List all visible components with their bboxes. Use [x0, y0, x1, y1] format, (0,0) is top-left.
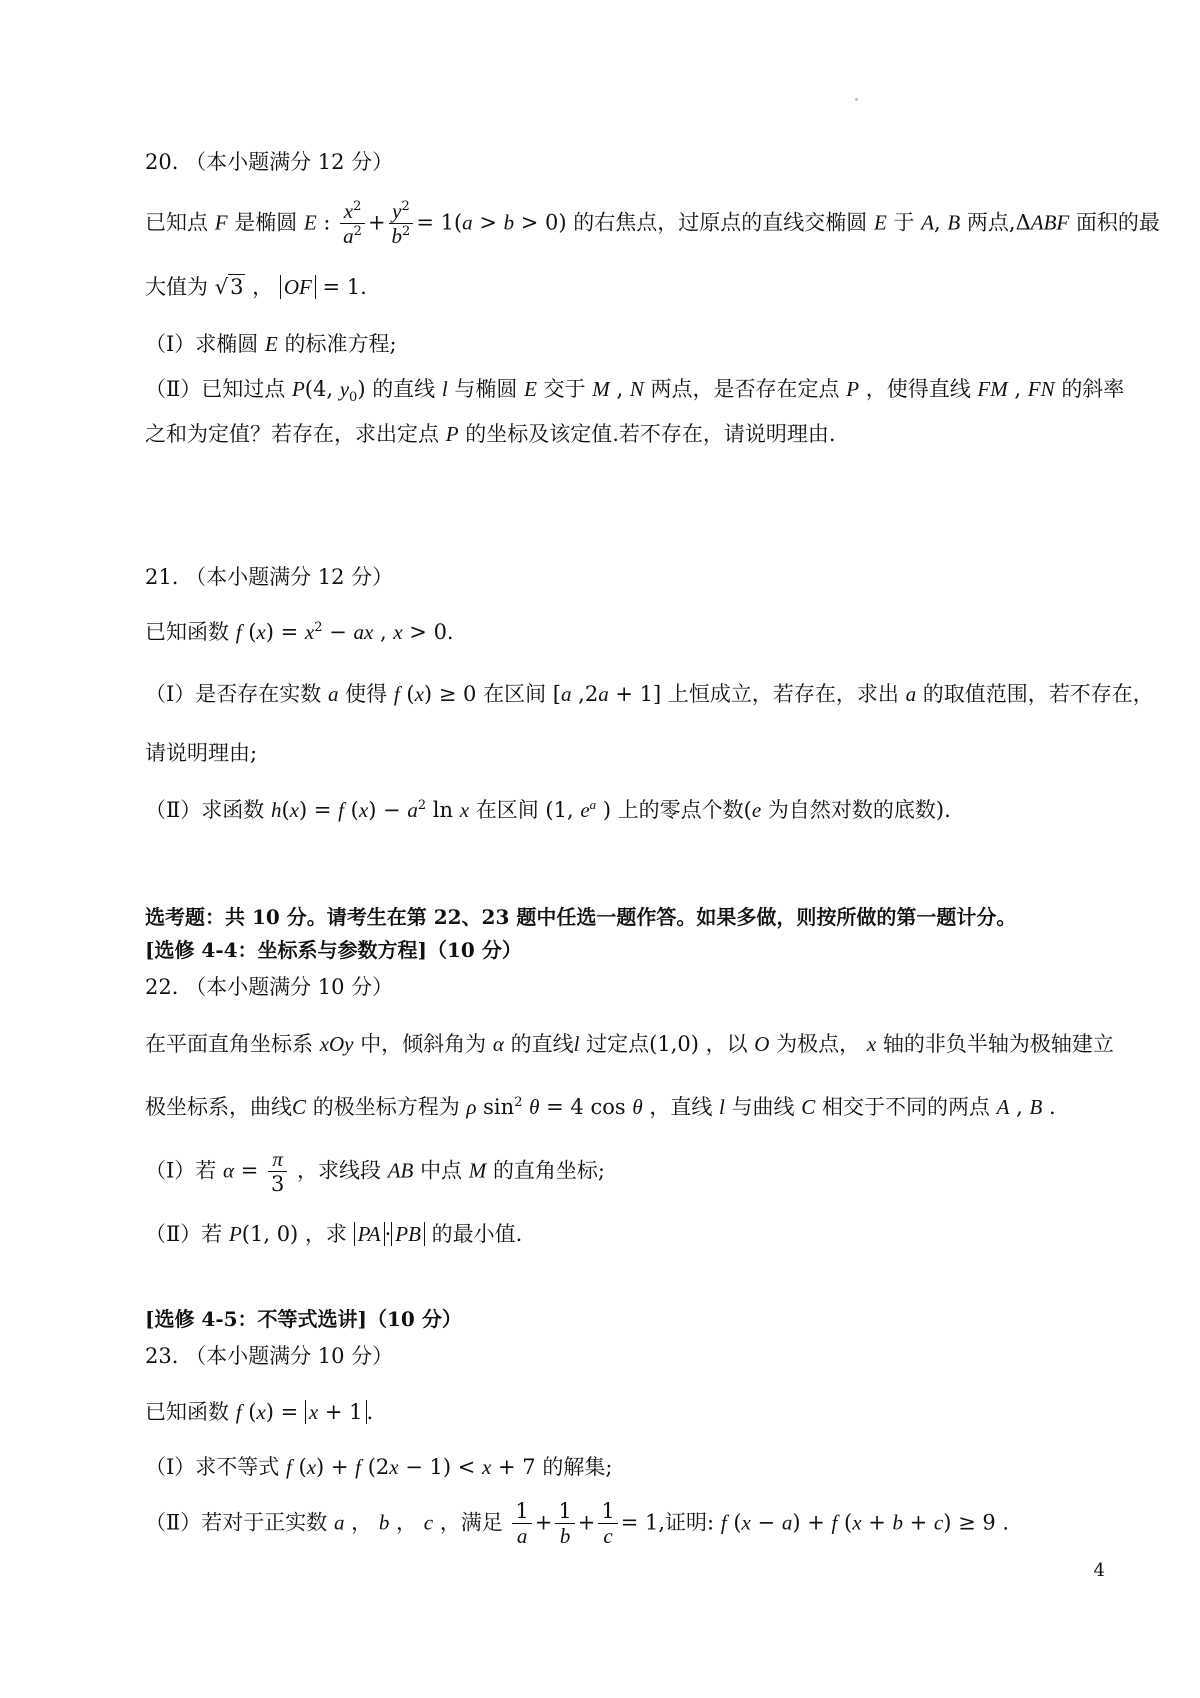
q21-part1: （Ⅰ）是否存在实数 a 使得 f (x) ≥ 0 在区间 [a ,2a + 1] 上恒成立，若存在，求出 a 的取值范围，若不存在，: [145, 682, 1154, 706]
q22-part1: （Ⅰ）若 α = $\frac{\pi}{3}$ ，求线段 AB 中点 M 的直角坐标;: [145, 1147, 606, 1197]
q21-part2: （Ⅱ）求函数 h(x) = f $(x) - a^2$ ln x 在区间 (1, $e^a$ ) 上的零点个数(e 为自然对数的底数).: [145, 797, 951, 822]
q23-part1: （Ⅰ）求不等式 f (x) + f (2x − 1) < x + 7 的解集;: [145, 1455, 613, 1479]
page-number: 4: [1093, 1560, 1105, 1581]
choice-intro: 选考题：共 10 分。请考生在第 22、23 题中任选一题作答。如果多做，则按所做的第一题计分。: [145, 905, 1017, 929]
q20-line1: 已知点 F 是椭圆 E : $\frac{x^2}{a^2}$ + $\frac{y^2}{b^2}$ = 1(a > b > 0) 的右焦点，过原点的直线交椭圆 E 于 A, B 两点,ΔABF 面积的最: [145, 199, 1160, 249]
q23-header: 23. （本小题满分 10 分）: [145, 1344, 394, 1368]
q20-part2: （Ⅱ）已知过点 P(4, $y_0$) 的直线 l 与椭圆 E 交于 M , N 两点，是否存在定点 P ，使得直线 FM , FN 的斜率: [145, 377, 1125, 406]
q22-line1: 在平面直角坐标系 xOy 中，倾斜角为 α 的直线l 过定点(1,0) ，以 O 为极点， x 轴的非负半轴为极轴建立: [145, 1032, 1114, 1056]
q23-part2: （Ⅱ）若对于正实数 a ， b ， c ，满足 $\frac{1}{a}$ + $\frac{1}{b}$ + $\frac{1}{c}$ = 1,证明: f (x − a) + f (x + b + c) ≥ 9 .: [145, 1499, 1010, 1549]
q22-line2: 极坐标系，曲线C 的极坐标方程为 ρ $\sin^2 \theta = 4$ cos θ ，直线 l 与曲线 C 相交于不同的两点 A , B .: [145, 1095, 1056, 1119]
q21-line1: 已知函数 f $(x) = x^2$ − ax , x > 0.: [145, 620, 454, 644]
speck-mark: [855, 98, 858, 101]
q21-header: 21. （本小题满分 12 分）: [145, 565, 394, 589]
q23-line1: 已知函数 f (x) = x + 1 .: [145, 1400, 374, 1424]
q21-part1-cont: 请说明理由;: [145, 741, 258, 765]
q20-part1: （Ⅰ）求椭圆 E 的标准方程;: [145, 332, 397, 356]
q22-header: 22. （本小题满分 10 分）: [145, 975, 394, 999]
q20-line2: 大值为 √3 ， OF = 1.: [145, 275, 367, 299]
q22-part2: （Ⅱ）若 P(1, 0) ，求 PA · PB 的最小值.: [145, 1222, 523, 1246]
section-4-5-title: [选修 4-5：不等式选讲]（10 分）: [145, 1307, 462, 1331]
q20-part2-cont: 之和为定值？若存在，求出定点 P 的坐标及该定值.若不存在，请说明理由.: [145, 422, 836, 446]
q20-header: 20. （本小题满分 12 分）: [145, 150, 394, 174]
section-4-4-title: [选修 4-4：坐标系与参数方程]（10 分）: [145, 938, 522, 962]
